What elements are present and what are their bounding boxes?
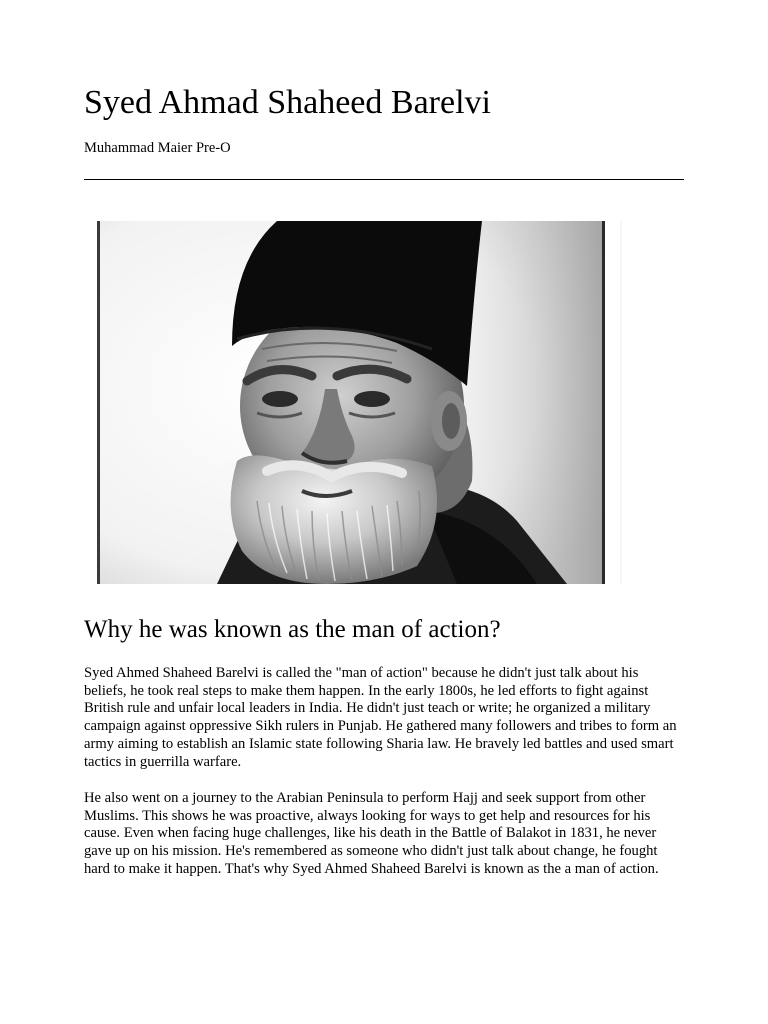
portrait-image <box>97 221 605 584</box>
author-name: Muhammad Maier Pre-O <box>84 140 231 156</box>
title-divider <box>84 179 684 180</box>
page-title: Syed Ahmad Shaheed Barelvi <box>84 84 491 121</box>
section-heading: Why he was known as the man of action? <box>84 616 501 643</box>
portrait-edge <box>620 221 622 584</box>
body-paragraph: He also went on a journey to the Arabian Peninsula to perform Hajj and seek support from other Muslims. This shows he was proactive, always looking for ways to get help and resources for his cause. Even when facing huge challenges, like his death in the Battle of Balakot in 1831, he never gave up on his mission. He's remembered as someone who didn't just talk about change, he fought hard to make it happen. That's why Syed Ahmed Shaheed Barelvi is known as the a man of action. <box>84 790 659 877</box>
body-paragraph: Syed Ahmed Shaheed Barelvi is called the "man of action" because he didn't just talk about his beliefs, he took real steps to make them happen. In the early 1800s, he led efforts to fight against British rule and unfair local leaders in India. He didn't just teach or write; he organized a military campaign against oppressive Sikh rulers in Punjab. He gathered many followers and tribes to form an army aiming to establish an Islamic state following Sharia law. He bravely led battles and used smart tactics in guerrilla warfare. <box>84 665 677 770</box>
